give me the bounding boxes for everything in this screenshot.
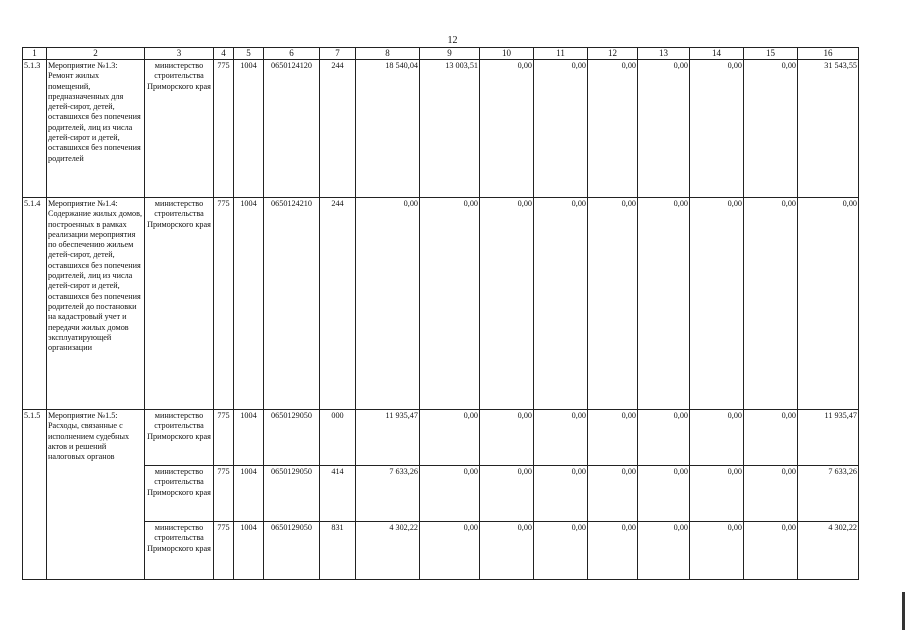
cell-12: 0,00 <box>588 198 638 410</box>
cell-9: 13 003,51 <box>420 60 480 198</box>
cell-15: 0,00 <box>744 410 798 466</box>
cell-12: 0,00 <box>588 410 638 466</box>
cell-13: 0,00 <box>638 466 690 522</box>
cell-9: 0,00 <box>420 410 480 466</box>
header-row <box>23 48 859 60</box>
cell-4: 775 <box>214 60 234 198</box>
cell-12: 0,00 <box>588 466 638 522</box>
cell-8: 11 935,47 <box>356 410 420 466</box>
header-cell: 6 <box>264 48 320 60</box>
executor: министерство строительства Приморского края <box>145 60 214 198</box>
cell-8: 18 540,04 <box>356 60 420 198</box>
cell-15: 0,00 <box>744 198 798 410</box>
measure-name: Мероприятие №1.5: Расходы, связанные с исполнением судебных актов и решений налоговых органов <box>47 410 145 580</box>
cell-4: 775 <box>214 522 234 580</box>
executor: министерство строительства Приморского края <box>145 466 214 522</box>
cell-6: 0650124210 <box>264 198 320 410</box>
table-row <box>23 410 859 466</box>
cell-9: 0,00 <box>420 466 480 522</box>
cell-5: 1004 <box>234 60 264 198</box>
header-cell: 15 <box>744 48 798 60</box>
cell-14: 0,00 <box>690 410 744 466</box>
cell-16: 4 302,22 <box>798 522 859 580</box>
cell-9: 0,00 <box>420 522 480 580</box>
cell-4: 775 <box>214 410 234 466</box>
executor: министерство строительства Приморского края <box>145 198 214 410</box>
cell-10: 0,00 <box>480 198 534 410</box>
row-id: 5.1.5 <box>23 410 47 580</box>
cell-16: 0,00 <box>798 198 859 410</box>
header-cell: 5 <box>234 48 264 60</box>
header-cell: 7 <box>320 48 356 60</box>
header-cell: 11 <box>534 48 588 60</box>
cell-13: 0,00 <box>638 410 690 466</box>
header-cell: 14 <box>690 48 744 60</box>
cell-6: 0650129050 <box>264 522 320 580</box>
budget-table <box>22 47 859 580</box>
table-row <box>23 198 859 410</box>
cell-7: 831 <box>320 522 356 580</box>
cell-16: 7 633,26 <box>798 466 859 522</box>
cell-13: 0,00 <box>638 60 690 198</box>
cell-6: 0650129050 <box>264 410 320 466</box>
executor: министерство строительства Приморского края <box>145 522 214 580</box>
header-cell: 2 <box>47 48 145 60</box>
cell-14: 0,00 <box>690 522 744 580</box>
header-cell: 10 <box>480 48 534 60</box>
cell-11: 0,00 <box>534 60 588 198</box>
row-id: 5.1.3 <box>23 60 47 198</box>
cell-6: 0650124120 <box>264 60 320 198</box>
cell-14: 0,00 <box>690 198 744 410</box>
cell-13: 0,00 <box>638 198 690 410</box>
header-cell: 13 <box>638 48 690 60</box>
cell-12: 0,00 <box>588 60 638 198</box>
cell-9: 0,00 <box>420 198 480 410</box>
cell-10: 0,00 <box>480 522 534 580</box>
cell-5: 1004 <box>234 410 264 466</box>
header-cell: 4 <box>214 48 234 60</box>
row-id: 5.1.4 <box>23 198 47 410</box>
page-number: 12 <box>447 35 458 46</box>
cell-16: 31 543,55 <box>798 60 859 198</box>
measure-name: Мероприятие №1.3: Ремонт жилых помещений, предназначенных для детей-сирот, детей, оставшихся без попечения родителей, лиц из числа детей-сирот и детей, оставшихся без попечения родителей <box>47 60 145 198</box>
cell-8: 4 302,22 <box>356 522 420 580</box>
cell-11: 0,00 <box>534 198 588 410</box>
cell-15: 0,00 <box>744 522 798 580</box>
cell-7: 000 <box>320 410 356 466</box>
cell-14: 0,00 <box>690 466 744 522</box>
cell-6: 0650129050 <box>264 466 320 522</box>
cell-4: 775 <box>214 198 234 410</box>
header-cell: 1 <box>23 48 47 60</box>
cell-11: 0,00 <box>534 466 588 522</box>
cell-15: 0,00 <box>744 60 798 198</box>
cell-5: 1004 <box>234 522 264 580</box>
executor: министерство строительства Приморского края <box>145 410 214 466</box>
cell-8: 0,00 <box>356 198 420 410</box>
header-cell: 3 <box>145 48 214 60</box>
header-cell: 12 <box>588 48 638 60</box>
cell-7: 244 <box>320 60 356 198</box>
cell-8: 7 633,26 <box>356 466 420 522</box>
header-cell: 8 <box>356 48 420 60</box>
cell-10: 0,00 <box>480 60 534 198</box>
cell-14: 0,00 <box>690 60 744 198</box>
table-row <box>23 522 859 580</box>
cell-11: 0,00 <box>534 410 588 466</box>
cell-11: 0,00 <box>534 522 588 580</box>
table-row <box>23 60 859 198</box>
cell-7: 244 <box>320 198 356 410</box>
measure-name: Мероприятие №1.4: Содержание жилых домов, построенных в рамках реализации мероприятия по обеспечению жильем детей-сирот, детей, оставшихся без попечения родителей, лиц из числа детей-сирот и детей, оставшихся без попечения родителей до постановки на кадастровый учет и передачи жилых домов эксплуатирующей организации <box>47 198 145 410</box>
table-row <box>23 466 859 522</box>
cell-10: 0,00 <box>480 410 534 466</box>
cell-16: 11 935,47 <box>798 410 859 466</box>
cell-5: 1004 <box>234 466 264 522</box>
header-cell: 16 <box>798 48 859 60</box>
cell-13: 0,00 <box>638 522 690 580</box>
cell-5: 1004 <box>234 198 264 410</box>
cell-10: 0,00 <box>480 466 534 522</box>
cell-15: 0,00 <box>744 466 798 522</box>
cell-12: 0,00 <box>588 522 638 580</box>
cell-4: 775 <box>214 466 234 522</box>
header-cell: 9 <box>420 48 480 60</box>
cell-7: 414 <box>320 466 356 522</box>
